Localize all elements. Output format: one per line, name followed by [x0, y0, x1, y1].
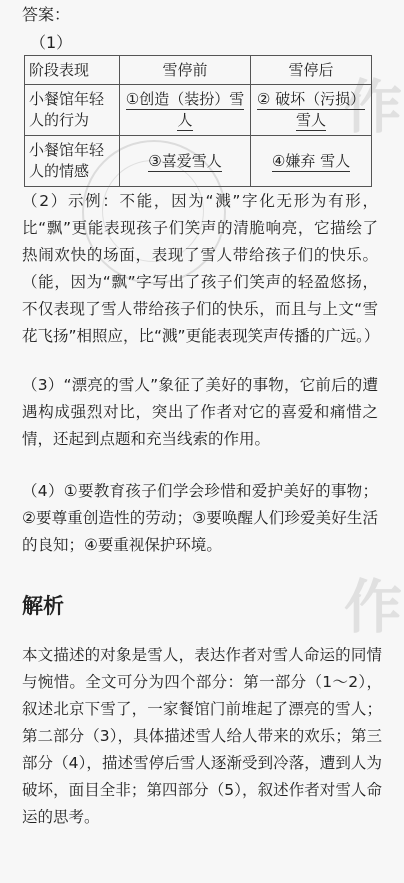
table-row-label: 小餐馆年轻人的行为	[25, 85, 120, 136]
watermark-glyph-top: 作	[344, 73, 403, 141]
table-cell-before	[120, 136, 251, 187]
table-header-cell: 雪停前	[120, 56, 251, 85]
answer-blank: ①创造（装扮）雪人	[125, 90, 245, 129]
table-cell-after	[251, 136, 372, 187]
answer-part-4: （4）①要教育孩子们学会珍惜和爱护美好的事物；②要尊重创造性的劳动；③要唤醒人们珍爱美好生活的良知；④要重视保护环境。	[22, 482, 378, 554]
table-cell-after	[251, 85, 372, 136]
analysis-title: 解析	[22, 594, 64, 618]
table-cell-before	[120, 85, 251, 136]
table-header-cell: 雪停后	[251, 56, 372, 85]
table-header-cell: 阶段表现	[25, 56, 120, 85]
answer-blank: ④嫌弃 雪人	[271, 151, 351, 170]
analysis-text: 本文描述的对象是雪人，表达作者对雪人命运的同情与惋惜。全文可分为四个部分：第一部分（1～2），叙述北京下雪了，一家餐馆门前堆起了漂亮的雪人；第二部分（3），具体描述雪人给人带来的欢乐；第三部分（4），描述雪停后雪人逐渐受到冷落，遭到人为破坏，面目全非；第四部分（5），叙述作者对雪人命运的思考。	[22, 646, 382, 826]
table-row	[25, 85, 372, 136]
watermark-glyph-bottom: 作	[344, 573, 403, 641]
answer-blank: ③喜爱雪人	[148, 151, 222, 170]
answer-part-3: （3）“漂亮的雪人”象征了美好的事物，它前后的遭遇构成强烈对比，突出了作者对它的喜爱和痛惜之情，还起到点题和充当线索的作用。	[22, 376, 378, 448]
part1-label: （1）	[30, 33, 73, 52]
table-row	[25, 136, 372, 187]
table-row-label: 小餐馆年轻人的情感	[25, 136, 120, 187]
answer-table	[24, 55, 372, 187]
answer-blank: ② 破坏（污损）雪人	[256, 90, 366, 129]
table-header-row	[25, 56, 372, 85]
answer-part-2: （2）示例：不能，因为“溅”字化无形为有形，比“飘”更能表现孩子们笑声的清脆响亮，它描绘了热闹欢快的场面，表现了雪人带给孩子们的快乐。（能，因为“飘”字写出了孩子们笑声的轻盈悠扬，不仅表现了雪人带给孩子们的快乐，而且与上文“雪花飞扬”相照应，比“溅”更能表现笑声传播的广远。）	[22, 192, 380, 345]
answer-label: 答案：	[22, 5, 71, 24]
